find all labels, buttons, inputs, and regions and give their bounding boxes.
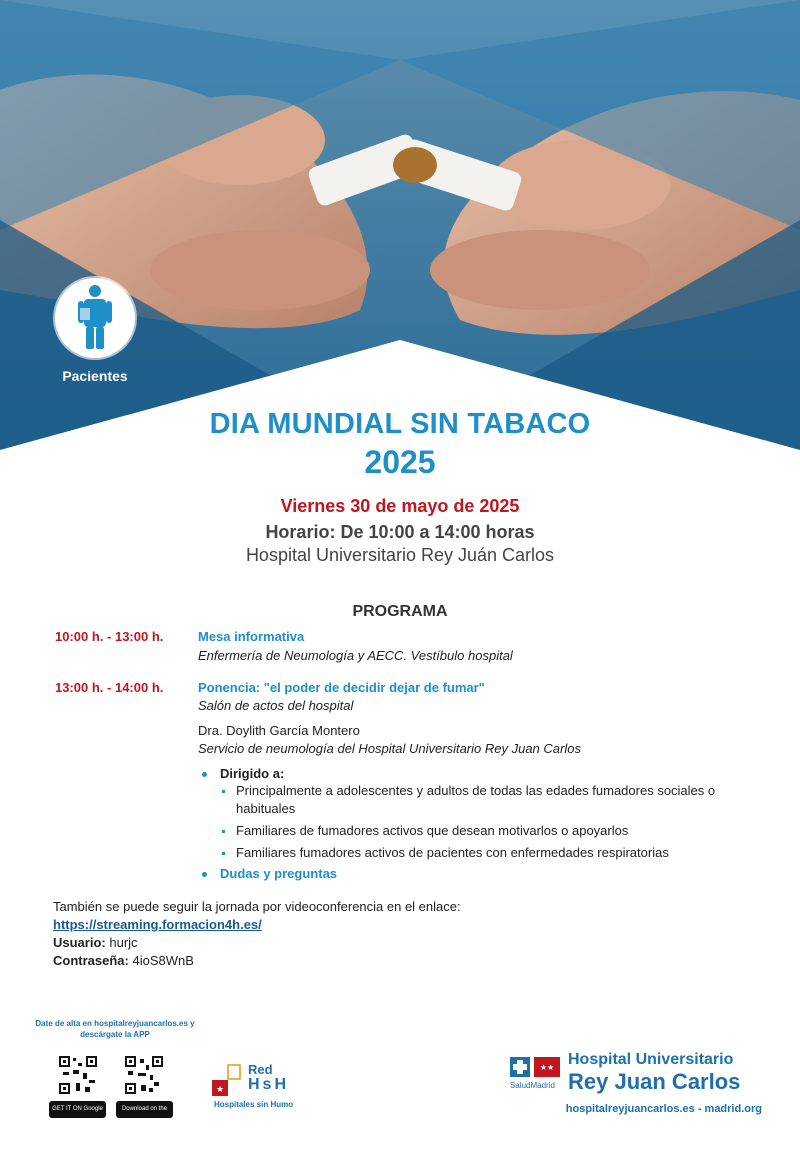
- event-venue: Hospital Universitario Rey Juán Carlos: [245, 545, 555, 565]
- bullet-icon: [202, 872, 207, 877]
- qa-item: Dudas y preguntas: [220, 866, 338, 881]
- user-value: hurjc: [109, 935, 138, 950]
- patient-icon: [55, 278, 135, 358]
- qr-code-icon[interactable]: [58, 1055, 98, 1095]
- app-store-button[interactable]: Download on the App Store: [116, 1101, 173, 1118]
- password-label: Contraseña:: [53, 953, 129, 968]
- event-hours: Horario: De 10:00 a 14:00 horas: [265, 522, 535, 542]
- google-play-button[interactable]: GET IT ON Google Play: [49, 1101, 106, 1118]
- session-subtitle: Enfermería de Neumología y AECC. Vestíbulo hospital: [198, 648, 513, 663]
- bullet-icon: [222, 790, 225, 793]
- password-value: 4ioS8WnB: [132, 953, 194, 968]
- stream-link[interactable]: https://streaming.formacion4h.es/: [53, 917, 262, 932]
- badge-label: Pacientes: [62, 368, 128, 384]
- session-title: Mesa informativa: [198, 629, 305, 644]
- page-year: 2025: [364, 444, 436, 480]
- svg-text:★: ★: [215, 1084, 225, 1094]
- hospital-name-line2: Rey Juan Carlos: [568, 1069, 741, 1094]
- speaker-role: Servicio de neumología del Hospital Universitario Rey Juan Carlos: [198, 741, 581, 756]
- page-title: DIA MUNDIAL SIN TABACO: [209, 408, 591, 440]
- salud-madrid-logo: [508, 1055, 563, 1090]
- audience-item: Principalmente a adolescentes y adultos de todas las edades fumadores sociales o habituales: [236, 783, 716, 816]
- audience-item: Familiares fumadores activos de pacientes con enfermedades respiratorias: [236, 845, 669, 860]
- qr-code-icon[interactable]: [124, 1055, 164, 1095]
- pacientes-badge: [55, 278, 135, 358]
- stream-intro: También se puede seguir la jornada por videoconferencia en el enlace:: [53, 899, 461, 914]
- app-note: Date de alta en hospitalreyjuancarlos.es y descárgate la APP: [35, 1019, 195, 1039]
- salud-text: SaludMadrid: [510, 1081, 555, 1090]
- bullet-icon: [202, 772, 207, 777]
- session-subtitle: Salón de actos del hospital: [198, 698, 354, 713]
- audience-item: Familiares de fumadores activos que desean motivarlos o apoyarlos: [236, 823, 629, 838]
- bullet-icon: [222, 852, 225, 855]
- session-time: 10:00 h. - 13:00 h.: [55, 629, 164, 644]
- red-word: Red: [248, 1062, 273, 1077]
- speaker-name: Dra. Doylith García Montero: [198, 723, 360, 738]
- session-time: 13:00 h. - 14:00 h.: [55, 680, 164, 695]
- session-title: Ponencia: "el poder de decidir dejar de fumar": [198, 680, 485, 695]
- website-link[interactable]: hospitalreyjuancarlos.es - madrid.org: [565, 1103, 762, 1115]
- hsh-word: HsH: [248, 1076, 290, 1093]
- hospital-name-line1: Hospital Universitario: [568, 1051, 734, 1068]
- event-date: Viernes 30 de mayo de 2025: [280, 496, 520, 516]
- program-heading: PROGRAMA: [352, 603, 448, 620]
- bullet-icon: [222, 830, 225, 833]
- user-label: Usuario:: [53, 935, 106, 950]
- audience-heading: Dirigido a:: [220, 766, 285, 781]
- svg-text:★★: ★★: [539, 1063, 555, 1072]
- hsh-subtitle: Hospitales sin Humo: [214, 1100, 294, 1109]
